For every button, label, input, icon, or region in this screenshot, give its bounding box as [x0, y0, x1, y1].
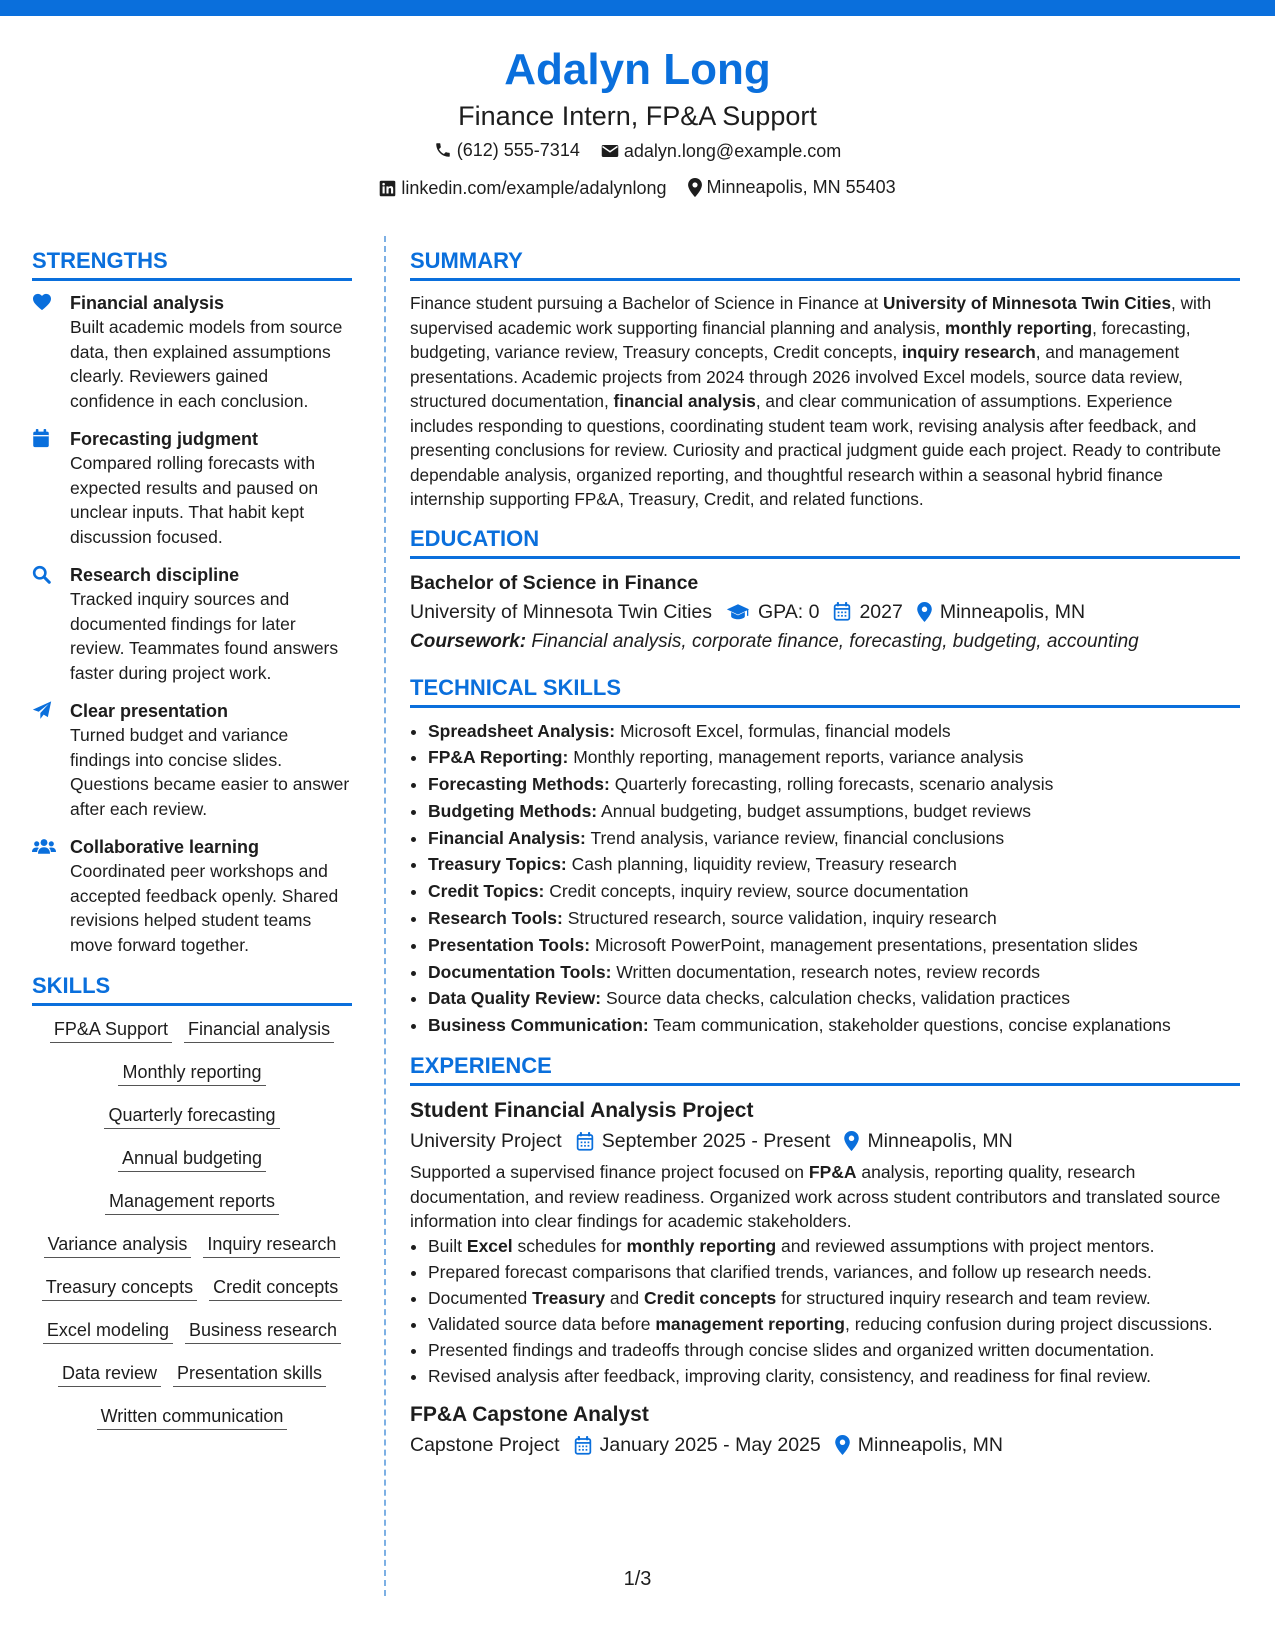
search-icon: [32, 565, 51, 584]
emphasis-text: management reporting: [655, 1313, 845, 1334]
text-run: , and clear communication of assumptions. Experience includes responding to questions, coordinating student team work, revising analysis after feedback, and presenting conclusions for review. Curiosity and practical judgment guide each project. Ready to contribute dependable analysis, organized reporting, and thoughtful research within a seasonal hybrid finance internship supporting FP&A, Treasury, Credit, and related functions.: [410, 391, 1222, 509]
text-run: , reducing confusion during project discussions.: [844, 1313, 1213, 1334]
skill-tag: Business research: [185, 1317, 341, 1344]
text-run: Presented findings and tradeoffs through concise slides and organized written documentation.: [428, 1339, 1155, 1360]
technical-skill-item: [428, 1012, 1240, 1039]
linkedin-icon: [379, 180, 396, 197]
job-bullet: [428, 1286, 1240, 1311]
technical-skill-label: Forecasting Methods:: [428, 774, 610, 795]
coursework-label: Coursework:: [410, 630, 527, 652]
skill-tag: FP&A Support: [50, 1016, 172, 1043]
job-title: Student Financial Analysis Project: [410, 1099, 754, 1123]
strength-title: Clear presentation: [70, 701, 229, 721]
technical-skill-item: [428, 905, 1240, 932]
strength-item: [32, 699, 352, 821]
strengths-heading: STRENGTHS: [32, 246, 352, 281]
technical-skill-item: [428, 851, 1240, 878]
technical-skill-label: Research Tools:: [428, 908, 563, 929]
education-heading: EDUCATION: [410, 524, 1240, 559]
technical-skill-label: Presentation Tools:: [428, 934, 591, 955]
text-run: Documented: [428, 1287, 533, 1308]
technical-skill-value: Microsoft PowerPoint, management presentations, presentation slides: [594, 934, 1138, 955]
calendar-icon: [32, 429, 50, 448]
emphasis-text: inquiry research: [902, 342, 1036, 362]
emphasis-text: Excel: [466, 1235, 513, 1256]
technical-skill-label: FP&A Reporting:: [428, 747, 569, 768]
emphasis-text: FP&A: [808, 1162, 857, 1183]
map-pin-icon: [917, 602, 932, 622]
skill-row: [32, 1360, 352, 1387]
technical-skill-item: [428, 959, 1240, 986]
phone-text: (612) 555-7314: [456, 140, 580, 160]
technical-skill-item: [428, 718, 1240, 745]
text-run: Built: [428, 1235, 467, 1256]
skill-row: [32, 1188, 352, 1215]
skill-tag: Treasury concepts: [42, 1274, 197, 1301]
job-meta: [410, 1430, 1240, 1460]
paper-plane-icon: [32, 701, 52, 720]
technical-skill-value: Microsoft Excel, formulas, financial models: [619, 720, 951, 741]
text-run: and reviewed assumptions with project mentors.: [776, 1235, 1155, 1256]
technical-skill-value: Credit concepts, inquiry review, source documentation: [549, 881, 969, 902]
map-pin-icon: [688, 178, 702, 197]
education-degree: Bachelor of Science in Finance: [410, 571, 699, 594]
text-run: Finance student pursuing a Bachelor of Science in Finance at: [410, 293, 883, 313]
strength-desc: Built academic models from source data, then explained assumptions clearly. Reviewers gained confidence in each conclusion.: [70, 317, 343, 411]
technical-skill-item: [428, 744, 1240, 771]
technical-skill-value: Written documentation, research notes, review records: [616, 961, 1041, 982]
technical-skill-value: Structured research, source validation, inquiry research: [567, 908, 997, 929]
map-pin-icon: [844, 1131, 859, 1151]
heart-icon: [32, 293, 52, 311]
technical-skill-label: Treasury Topics:: [428, 854, 567, 875]
strength-title: Collaborative learning: [70, 837, 260, 857]
technical-skill-label: Budgeting Methods:: [428, 800, 598, 821]
skill-tag: Variance analysis: [44, 1231, 192, 1258]
strength-title: Financial analysis: [70, 293, 225, 313]
education-meta: [410, 597, 1240, 627]
skill-row: [32, 1274, 352, 1301]
contact-linkedin[interactable]: [379, 172, 666, 204]
text-run: , and management presentations. Academic projects from 2024 through 2026 involved Excel models, source data review, structured documentation,: [410, 342, 1183, 411]
technical-skill-item: [428, 878, 1240, 905]
coursework-text: Financial analysis, corporate finance, forecasting, budgeting, accounting: [531, 630, 1139, 652]
job-bullet: [428, 1234, 1240, 1259]
contact-email[interactable]: [601, 135, 841, 167]
skill-row: [32, 1403, 352, 1430]
skill-tag: Presentation skills: [173, 1360, 326, 1387]
job-dates: September 2025 - Present: [601, 1130, 831, 1153]
technical-skill-value: Monthly reporting, management reports, variance analysis: [573, 747, 1024, 768]
skill-tag: Annual budgeting: [118, 1145, 266, 1172]
education-gpa: GPA: 0: [758, 600, 820, 623]
summary-heading: SUMMARY: [410, 246, 1240, 281]
technical-skill-value: Source data checks, calculation checks, validation practices: [606, 988, 1070, 1009]
technical-skill-value: Annual budgeting, budget assumptions, budget reviews: [601, 800, 1032, 821]
job-bullet: [428, 1260, 1240, 1285]
skill-row: [32, 1231, 352, 1258]
graduation-cap-icon: [726, 603, 750, 621]
technical-skill-label: Spreadsheet Analysis:: [428, 720, 616, 741]
calendar-icon: [574, 1436, 592, 1455]
skill-tag: Inquiry research: [203, 1231, 340, 1258]
location-text: Minneapolis, MN 55403: [706, 177, 896, 197]
text-run: Validated source data before: [428, 1313, 656, 1334]
linkedin-text: linkedin.com/example/adalynlong: [401, 178, 667, 198]
top-accent-bar: [0, 0, 1275, 16]
contact-row-2: [0, 171, 1275, 207]
education-coursework: [410, 627, 1240, 657]
strength-desc: Turned budget and variance findings into concise slides. Questions became easier to answer after each review.: [70, 725, 350, 819]
text-run: Prepared forecast comparisons that clarified trends, variances, and follow up research needs.: [428, 1261, 1152, 1282]
phone-icon: [434, 141, 452, 159]
job-location: Minneapolis, MN: [857, 1434, 1003, 1457]
text-run: schedules for: [512, 1235, 627, 1256]
email-text: adalyn.long@example.com: [623, 141, 842, 161]
strength-title: Research discipline: [70, 565, 240, 585]
right-column: [410, 246, 1240, 1460]
technical-skills-list: [410, 718, 1240, 1040]
left-column: [32, 246, 352, 1446]
contact-location: [688, 171, 896, 203]
skill-row: [32, 1317, 352, 1344]
education-year: 2027: [859, 600, 903, 623]
strength-item: [32, 563, 352, 685]
experience-entry: [410, 1400, 1240, 1460]
skill-row: [32, 1059, 352, 1086]
candidate-name: Adalyn Long: [504, 45, 771, 94]
text-run: for structured inquiry research and team review.: [776, 1287, 1151, 1308]
technical-skill-value: Cash planning, liquidity review, Treasury research: [571, 854, 957, 875]
emphasis-text: Treasury: [532, 1287, 606, 1308]
technical-skill-item: [428, 825, 1240, 852]
skills-list: [32, 1016, 352, 1430]
map-pin-icon: [835, 1435, 850, 1455]
technical-skill-label: Financial Analysis:: [428, 827, 586, 848]
experience-heading: EXPERIENCE: [410, 1051, 1240, 1086]
skill-tag: Written communication: [97, 1403, 288, 1430]
text-run: analysis, reporting quality, research documentation, and review readiness. Organized work across student contributors and translated source information into clear findings for academic stakeholders.: [410, 1162, 1221, 1232]
skill-row: [32, 1016, 352, 1043]
job-description: [410, 1160, 1240, 1234]
strength-desc: Compared rolling forecasts with expected results and paused on unclear inputs. That habit kept discussion focused.: [70, 453, 319, 547]
page-number: 1/3: [623, 1568, 652, 1590]
envelope-icon: [601, 143, 619, 159]
education-school: University of Minnesota Twin Cities: [410, 600, 713, 623]
summary-text: [410, 291, 1240, 512]
strength-desc: Coordinated peer workshops and accepted feedback openly. Shared revisions helped student teams move forward together.: [70, 861, 339, 955]
job-org: Capstone Project: [410, 1434, 560, 1457]
technical-skill-label: Credit Topics:: [428, 881, 545, 902]
technical-skill-value: Quarterly forecasting, rolling forecasts, scenario analysis: [614, 774, 1054, 795]
job-bullets: [410, 1234, 1240, 1389]
skill-tag: Management reports: [105, 1188, 279, 1215]
technical-skill-item: [428, 932, 1240, 959]
technical-skill-item: [428, 985, 1240, 1012]
job-location: Minneapolis, MN: [867, 1130, 1013, 1153]
text-run: Revised analysis after feedback, improving clarity, consistency, and readiness for final review.: [428, 1365, 1152, 1386]
text-run: , forecasting, budgeting, variance review, Treasury concepts, Credit concepts,: [410, 317, 1191, 362]
technical-skill-value: Team communication, stakeholder questions, concise explanations: [653, 1015, 1171, 1036]
resume-header: [0, 40, 1275, 207]
technical-skill-item: [428, 798, 1240, 825]
strength-item: [32, 291, 352, 413]
strength-desc: Tracked inquiry sources and documented findings for later review. Teammates found answers faster during project work.: [70, 589, 339, 683]
text-run: Supported a supervised finance project focused on: [410, 1162, 809, 1183]
skill-row: [32, 1102, 352, 1129]
job-bullet: [428, 1312, 1240, 1337]
emphasis-text: Credit concepts: [644, 1287, 777, 1308]
contact-row-1: [0, 134, 1275, 169]
contact-phone: [434, 134, 580, 166]
skill-tag: Quarterly forecasting: [104, 1102, 279, 1129]
calendar-icon: [576, 1132, 594, 1151]
skill-tag: Monthly reporting: [118, 1059, 265, 1086]
technical-skill-value: Trend analysis, variance review, financial conclusions: [590, 827, 1005, 848]
strength-item: [32, 427, 352, 549]
education-location: Minneapolis, MN: [939, 600, 1086, 623]
strength-item: [32, 835, 352, 957]
calendar-icon: [833, 602, 851, 621]
text-run: and: [605, 1287, 644, 1308]
experience-entry: [410, 1096, 1240, 1388]
job-title: FP&A Capstone Analyst: [410, 1403, 649, 1427]
skill-tag: Financial analysis: [184, 1016, 334, 1043]
users-icon: [32, 837, 56, 855]
strength-title: Forecasting judgment: [70, 429, 259, 449]
technical-skill-label: Documentation Tools:: [428, 961, 612, 982]
skill-row: [32, 1145, 352, 1172]
emphasis-text: financial analysis: [613, 391, 756, 411]
technical-skills-heading: TECHNICAL SKILLS: [410, 673, 1240, 708]
job-org: University Project: [410, 1130, 562, 1153]
technical-skill-label: Data Quality Review:: [428, 988, 602, 1009]
emphasis-text: monthly reporting: [626, 1235, 777, 1256]
column-divider: [384, 236, 386, 1596]
emphasis-text: University of Minnesota Twin Cities: [882, 293, 1172, 313]
skill-tag: Data review: [58, 1360, 161, 1387]
job-dates: January 2025 - May 2025: [599, 1434, 821, 1457]
skills-heading: SKILLS: [32, 971, 352, 1006]
emphasis-text: monthly reporting: [945, 317, 1093, 338]
candidate-title: Finance Intern, FP&A Support: [458, 101, 817, 131]
text-run: , with supervised academic work supporting financial planning and analysis,: [410, 293, 1212, 338]
technical-skill-item: [428, 771, 1240, 798]
technical-skill-label: Business Communication:: [428, 1015, 649, 1036]
skill-tag: Credit concepts: [209, 1274, 342, 1301]
skill-tag: Excel modeling: [43, 1317, 173, 1344]
job-bullet: [428, 1364, 1240, 1389]
job-meta: [410, 1126, 1240, 1156]
job-bullet: [428, 1338, 1240, 1363]
